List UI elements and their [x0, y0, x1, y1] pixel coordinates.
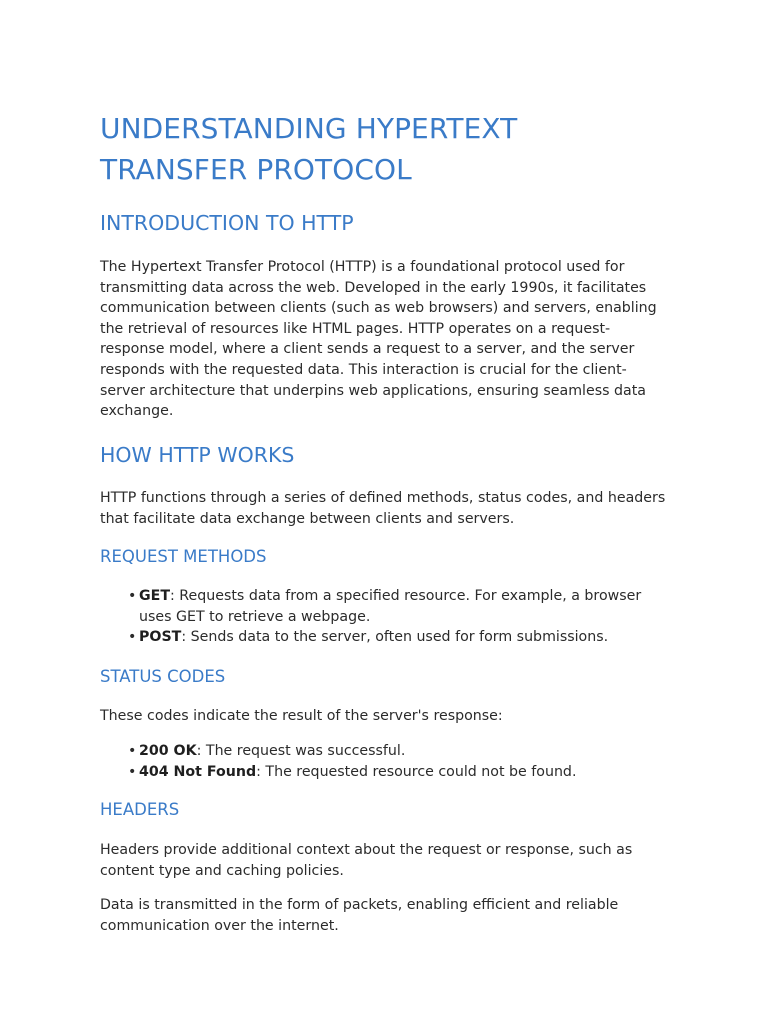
page-title: UNDERSTANDING HYPERTEXT TRANSFER PROTOCOL [100, 112, 518, 186]
list-item-term: GET [139, 588, 171, 604]
list-item-text: : The request was successful. [196, 743, 406, 759]
list-item-text: : The requested resource could not be found. [256, 763, 577, 780]
list-item [128, 762, 668, 783]
status-codes-list [128, 741, 668, 782]
status-codes-paragraph: These codes indicate the result of the server's response: [100, 708, 503, 724]
list-item-text: : Sends data to the server, often used for form submissions. [181, 629, 609, 646]
subheading-headers: HEADERS [100, 800, 180, 819]
data-transmission-paragraph: Data is transmitted in the form of packets, enabling efficient and reliable communication over the internet. [100, 897, 619, 934]
list-item [128, 627, 668, 648]
bullet-glyph: • [128, 743, 137, 759]
subheading-status-codes: STATUS CODES [100, 667, 226, 686]
subheading-request-methods: REQUEST METHODS [100, 547, 267, 566]
list-item-term: POST [139, 629, 182, 646]
section-heading-introduction: INTRODUCTION TO HTTP [100, 211, 354, 235]
bullet-glyph: • [128, 588, 137, 604]
list-item-term: 404 Not Found [139, 763, 257, 780]
how-http-works-paragraph: HTTP functions through a series of defined methods, status codes, and headers that facilitate data exchange between clients and servers. [100, 490, 666, 527]
list-item-text: : Requests data from a specified resource. For example, a browser uses GET to retrieve a webpage. [139, 588, 642, 625]
list-item-term: 200 OK [139, 743, 197, 759]
request-methods-list [128, 586, 668, 648]
section-heading-how-http-works: HOW HTTP WORKS [100, 443, 295, 467]
list-item [128, 586, 668, 627]
headers-paragraph: Headers provide additional context about the request or response, such as content type and caching policies. [100, 842, 633, 879]
intro-paragraph: The Hypertext Transfer Protocol (HTTP) is a foundational protocol used for transmitting data across the web. Developed in the early 1990s, it facilitates communication between clients (such as web browsers) and servers, enabling the retrieval of resources like HTML pages. HTTP operates on a request-response model, where a client sends a request to a server, and the server responds with the requested data. This interaction is crucial for the client-server architecture that underpins web applications, ensuring seamless data exchange. [100, 259, 657, 420]
bullet-glyph: • [128, 763, 137, 780]
bullet-glyph: • [128, 629, 137, 646]
list-item [128, 741, 668, 762]
